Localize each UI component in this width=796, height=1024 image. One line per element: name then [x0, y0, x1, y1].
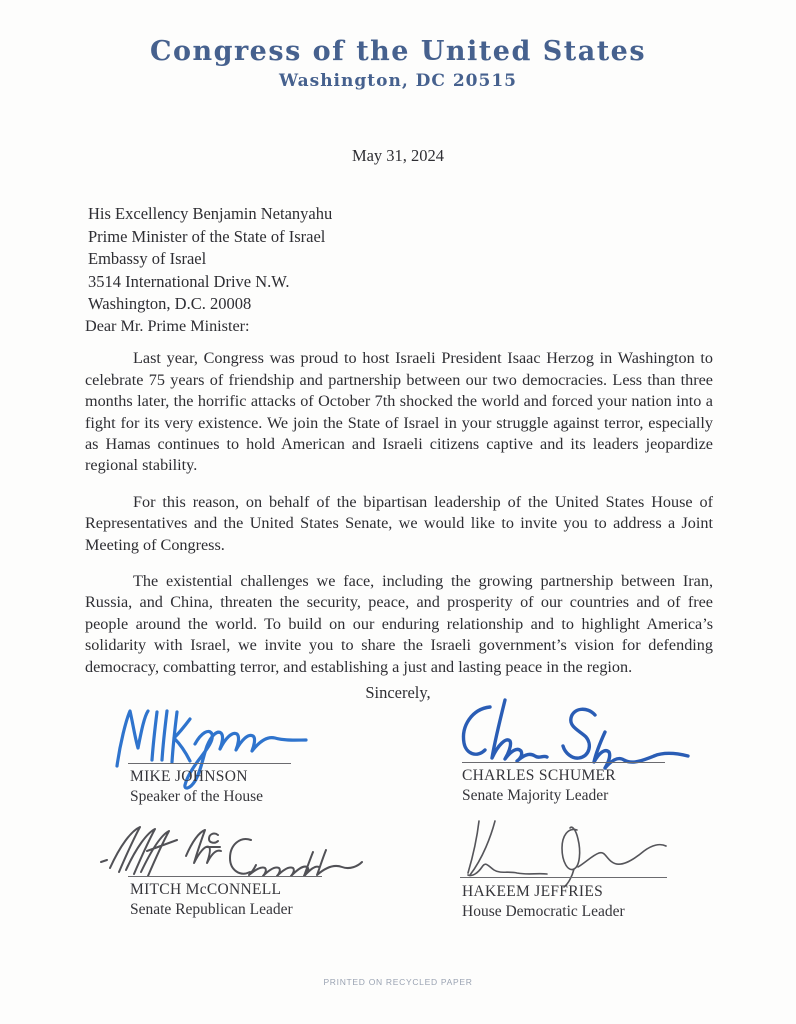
signature-line: [460, 877, 667, 878]
signature-line: [128, 876, 322, 877]
signer-title-hakeem-jeffries: House Democratic Leader: [462, 903, 625, 920]
letterhead-city: Washington, DC 20515: [279, 71, 517, 91]
signer-name-hakeem-jeffries: HAKEEM JEFFRIES: [462, 883, 604, 900]
recipient-address: [88, 203, 332, 316]
recipient-org: Embassy of Israel: [88, 249, 207, 268]
signer-title-charles-schumer: Senate Majority Leader: [462, 787, 609, 804]
signature-line: [128, 763, 291, 764]
paragraph-3: The existential challenges we face, including the growing partnership between Iran, Russia, and China, threaten the security, peace, and prosperity of our countries and of free people around the world. To build on our enduring relationship and to highlight America’s solidarity with Israel, we invite you to share the Israeli government’s vision for defending democracy, combatting terror, and establishing a just and lasting peace in the region.: [85, 572, 713, 676]
paragraph-2: For this reason, on behalf of the bipartisan leadership of the United States House of Representatives and the United States Senate, we would like to invite you to address a Joint Meeting of Congress.: [85, 492, 713, 554]
letterhead-org: Congress of the United States: [149, 36, 647, 67]
paragraph-1: Last year, Congress was proud to host Israeli President Isaac Herzog in Washington to celebrate 75 years of friendship and partnership between our two democracies. Less than three months later, the horrific attacks of October 7th shocked the world and forced your nation into a fight for its very existence. We join the State of Israel in your struggle against terror, especially as Hamas continues to hold American and Israeli citizens captive and its leaders jeopardize regional stability.: [85, 349, 713, 475]
signer-name-charles-schumer: CHARLES SCHUMER: [462, 767, 616, 784]
closing: Sincerely,: [365, 683, 431, 702]
recycled-paper-notice: PRINTED ON RECYCLED PAPER: [323, 977, 473, 987]
signer-title-mitch-mcconnell: Senate Republican Leader: [130, 901, 293, 918]
signature-line: [462, 762, 665, 763]
recipient-city: Washington, D.C. 20008: [88, 294, 252, 313]
signer-title-mike-johnson: Speaker of the House: [130, 788, 263, 805]
letter-date: May 31, 2024: [351, 146, 445, 165]
recipient-name: His Excellency Benjamin Netanyahu: [88, 204, 333, 223]
signer-name-mitch-mcconnell: MITCH McCONNELL: [130, 881, 282, 898]
hakeem-jeffries-signature: [455, 818, 673, 890]
signer-name-mike-johnson: MIKE JOHNSON: [130, 768, 248, 785]
letter-body: [85, 316, 713, 693]
salutation: Dear Mr. Prime Minister:: [85, 317, 250, 335]
recipient-title: Prime Minister of the State of Israel: [88, 226, 326, 246]
letterhead: [0, 36, 796, 91]
mitch-mcconnell-signature: [98, 820, 366, 884]
recipient-street: 3514 International Drive N.W.: [88, 271, 290, 291]
